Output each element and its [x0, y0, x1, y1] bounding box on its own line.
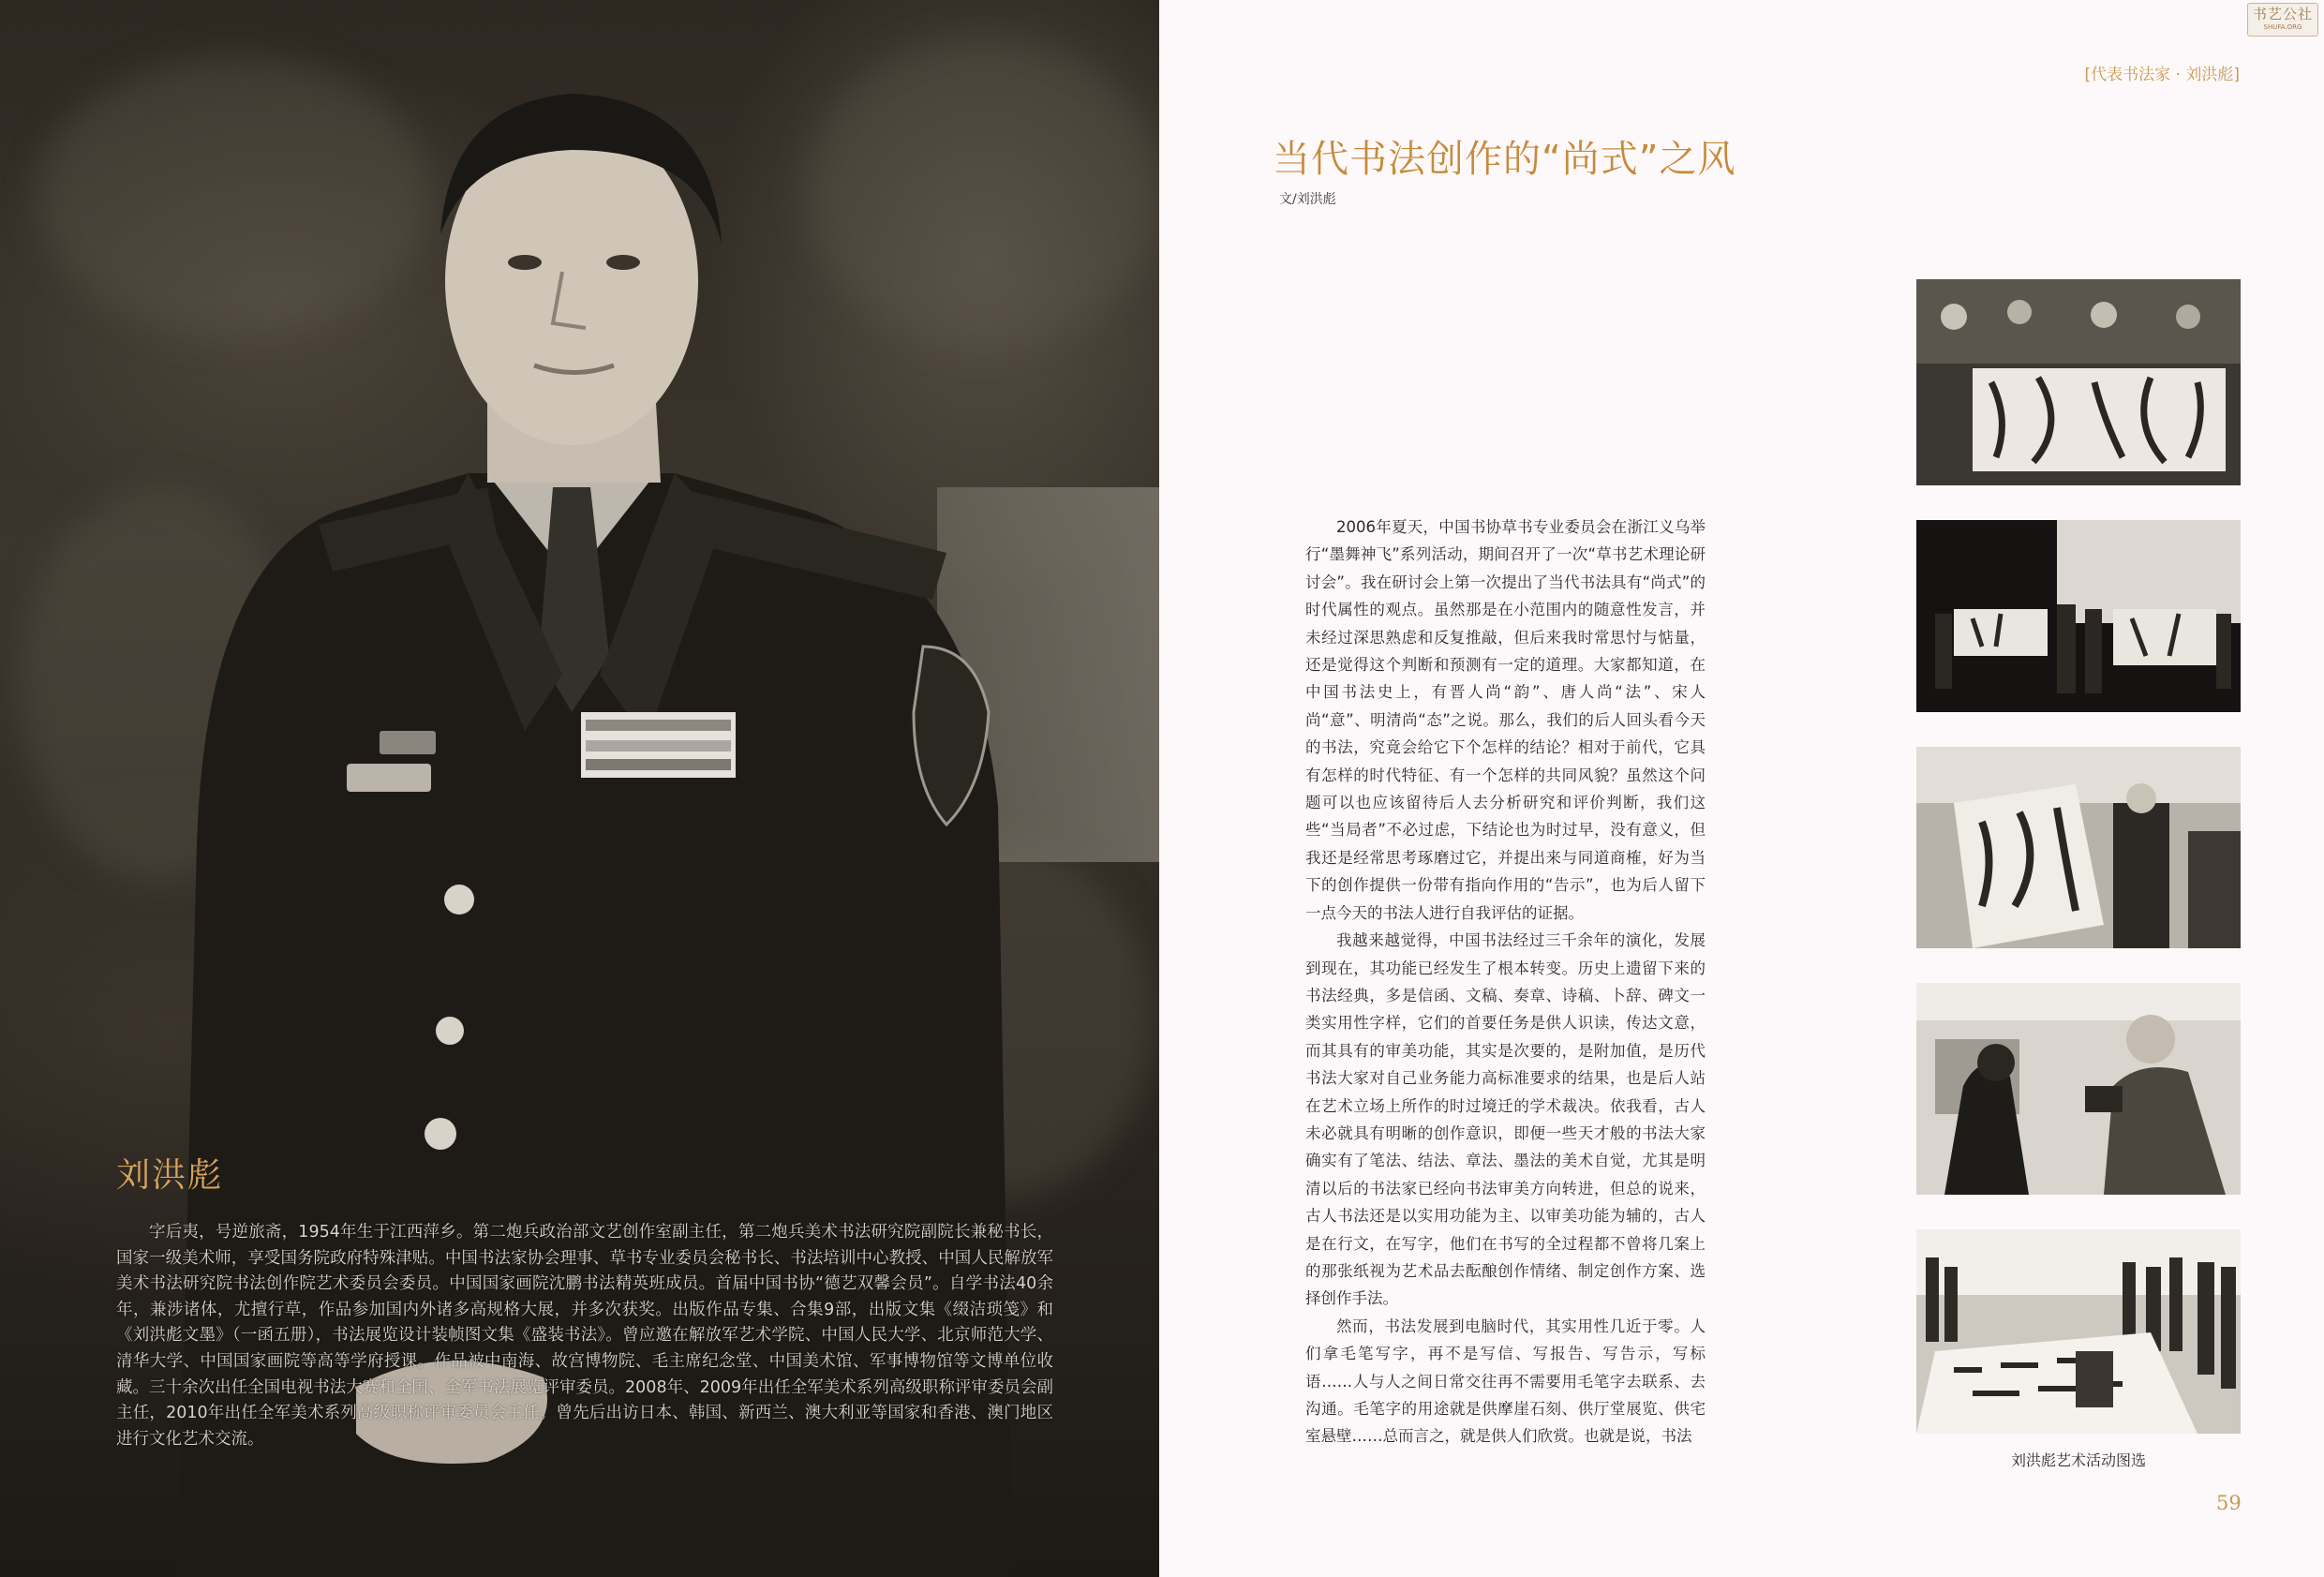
activity-photo-5 [1916, 1229, 2241, 1434]
body-paragraph: 我越来越觉得，中国书法经过三千余年的演化，发展到现在，其功能已经发生了根本转变。历史上遗留下来的书法经典，多是信函、文稿、奏章、诗稿、卜辞、碑文一类实用性字样，它们的首要任务是供人识读，传达文意，而其具有的审美功能，其实是次要的，是附加值，是历代书法大家对自己业务能力高标准要求的结果，也是后人站在艺术立场上所作的时过境迁的学术裁决。依我看，古人未必就具有明晰的创作意识，即便一些天才般的书法大家确实有了笔法、结法、章法、墨法的美术自觉，尤其是明清以后的书法家已经向书法审美方向转进，但总的说来，古人书法还是以实用功能为主、以审美功能为辅的，古人是在行文，在写字，他们在书写的全过程都不曾将几案上的那张纸视为艺术品去酝酿创作情绪、制定创作方案、选择创作手法。 [1305, 931, 1706, 1308]
portrait-page [0, 0, 1159, 1577]
activity-photo-2 [1916, 520, 2241, 712]
watermark-url: SHUFA.ORG [2263, 23, 2302, 31]
body-paragraph: 2006年夏天，中国书协草书专业委员会在浙江义乌举行“墨舞神飞”系列活动，期间召开了一次“草书艺术理论研讨会”。我在研讨会上第一次提出了当代书法具有“尚式”的时代属性的观点。虽然那是在小范围内的随意性发言，并未经过深思熟虑和反复推敲，但后来我时常思忖与惦量，还是觉得这个判断和预测有一定的道理。大家都知道，在中国书法史上，有晋人尚“韵”、唐人尚“法”、宋人尚“意”、明清尚“态”之说。那么，我们的后人回头看今天的书法，究竟会给它下个怎样的结论？相对于前代，它具有怎样的时代特征、有一个怎样的共同风貌？虽然这个问题可以也应该留待后人去分析研究和评价判断，我们这些“当局者”不必过虑，下结论也为时过早，没有意义，但我还是经常思考琢磨过它，并提出来与同道商榷，好为当下的创作提供一份带有指向作用的“告示”，也为后人留下一点今天的书法人进行自我评估的证据。 [1305, 518, 1706, 922]
activity-photo-1 [1916, 279, 2241, 485]
biography-text: 字后夷，号逆旅斋，1954年生于江西萍乡。第二炮兵政治部文艺创作室副主任，第二炮兵美术书法研究院副院长兼秘书长，国家一级美术师，享受国务院政府特殊津贴。中国书法家协会理事、草书专业委员会秘书长、书法培训中心教授、中国人民解放军美术书法研究院书法创作院艺术委员会委员。中国国家画院沈鹏书法精英班成员。首届中国书协“德艺双馨会员”。自学书法40余年，兼涉诸体，尤擅行草，作品参加国内外诸多高规格大展，并多次获奖。出版作品专集、合集9部，出版文集《缀洁琐笺》和《刘洪彪文墨》（一函五册），书法展览设计装帧图文集《盛装书法》。曾应邀在解放军艺术学院、中国人民大学、北京师范大学、清华大学、中国国家画院等高等学府授课。作品被中南海、故宫博物院、毛主席纪念堂、中国美术馆、军事博物馆等文博单位收藏。三十余次出任全国电视书法大赛和全国、全军书法展览评审委员。2008年、2009年出任全军美术系列高级职称评审委员会副主任，2010年出任全军美术系列高级职称评审委员会主任。曾先后出访日本、韩国、新西兰、澳大利亚等国家和香港、澳门地区进行文化艺术交流。 [116, 1223, 1053, 1449]
article-title: 当代书法创作的“尚式”之风 [1273, 138, 1736, 181]
activity-photo-4 [1916, 983, 2241, 1195]
column-tag: [代表书法家 · 刘洪彪] [2084, 66, 2240, 84]
article-body [1305, 513, 1706, 1451]
activity-photo-3 [1916, 747, 2241, 948]
body-paragraph: 然而，书法发展到电脑时代，其实用性几近于零。人们拿毛笔写字，再不是写信、写报告、写告示，写标语……人与人之间日常交往再不需要用毛笔字去联系、去沟通。毛笔字的用途就是供摩崖石刻、供厅堂展览、供宅室悬壁……总而言之，就是供人们欣赏。也就是说，书法 [1305, 1317, 1706, 1446]
article-byline: 文/刘洪彪 [1279, 192, 1336, 207]
subject-name-heading: 刘洪彪 [116, 1156, 224, 1195]
photo-caption: 刘洪彪艺术活动图选 [2010, 1451, 2146, 1469]
watermark-text: 书艺公社 [2252, 6, 2313, 22]
site-watermark-logo [2247, 3, 2318, 37]
page-number: 59 [2216, 1492, 2242, 1514]
